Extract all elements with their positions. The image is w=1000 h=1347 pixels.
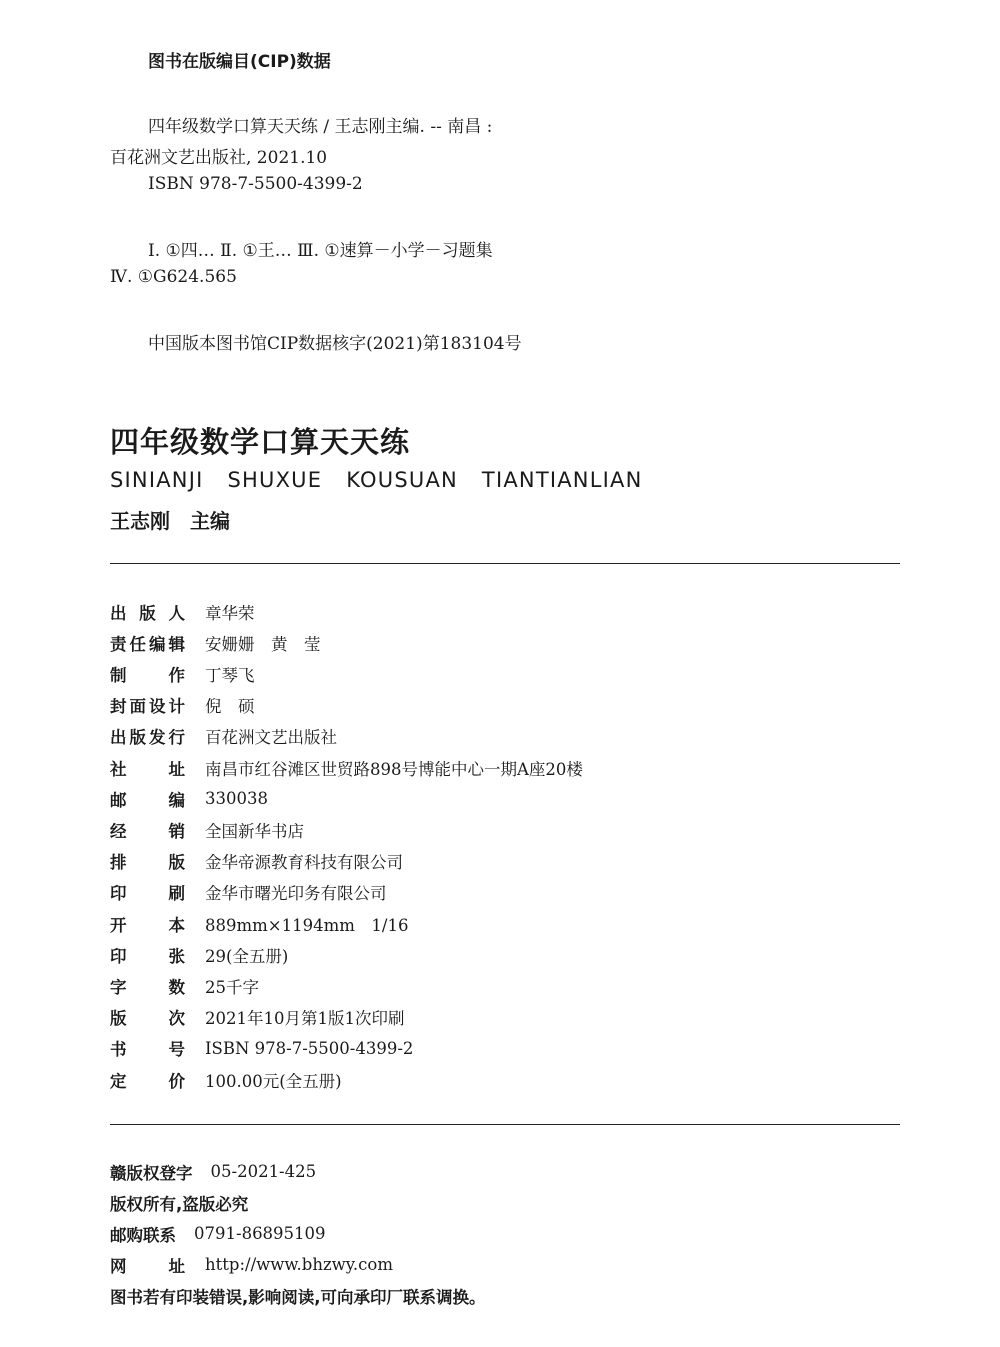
info-value: 百花洲文艺出版社 [205, 728, 337, 748]
divider-bottom [110, 1124, 900, 1125]
info-value: 南昌市红谷滩区世贸路898号博能中心一期A座20楼 [205, 759, 583, 779]
pinyin-word: KOUSUAN [346, 468, 458, 492]
info-label: 印 刷 [110, 884, 185, 904]
registration-value: 05-2021-425 [210, 1162, 317, 1181]
print-error-notice [110, 1280, 486, 1311]
info-value: 全国新华书店 [205, 821, 304, 841]
info-value: 100.00元(全五册) [205, 1071, 342, 1091]
info-value: 25千字 [205, 977, 259, 997]
cip-publisher-line: 百花洲文艺出版社, 2021.10 [110, 148, 328, 168]
book-title-pinyin [110, 468, 666, 492]
pinyin-word: SHUXUE [227, 468, 323, 492]
book-editor: 王志刚 主编 [110, 509, 230, 533]
info-label: 邮 编 [110, 790, 185, 810]
info-value: 安姗姗 黄 莹 [205, 634, 321, 654]
info-row [110, 596, 255, 627]
info-row [110, 690, 255, 721]
info-label: 制 作 [110, 665, 185, 685]
info-value: 2021年10月第1版1次印刷 [205, 1009, 405, 1029]
info-row [110, 627, 321, 658]
web-url[interactable]: http://www.bhzwy.com [205, 1255, 393, 1274]
info-label: 责 任 编 辑 [110, 634, 185, 654]
info-value: 金华市曙光印务有限公司 [205, 884, 387, 904]
cip-heading: 图书在版编目(CIP)数据 [148, 52, 331, 72]
info-label: 经 销 [110, 821, 185, 841]
info-row [110, 939, 288, 970]
pinyin-word: SINIANJI [110, 468, 204, 492]
rights-notice [110, 1187, 248, 1218]
info-row [110, 721, 337, 752]
info-label: 定 价 [110, 1071, 185, 1091]
rights-text: 版权所有,盗版必究 [110, 1194, 249, 1214]
info-row [110, 658, 255, 689]
info-label: 字 数 [110, 977, 185, 997]
info-row [110, 1033, 413, 1064]
website [110, 1249, 393, 1280]
cip-approval-line: 中国版本图书馆CIP数据核字(2021)第183104号 [148, 334, 522, 354]
info-row [110, 970, 259, 1001]
mail-label: 邮购联系 [110, 1225, 176, 1245]
divider-top [110, 563, 900, 564]
info-value: 330038 [205, 789, 268, 809]
info-row [110, 752, 583, 783]
info-label: 印 张 [110, 946, 185, 966]
info-value: 章华荣 [205, 603, 255, 623]
info-label: 出 版 人 [110, 603, 185, 623]
info-label: 出 版 发 行 [110, 728, 185, 748]
cip-subject-line: Ⅰ. ①四… Ⅱ. ①王… Ⅲ. ①速算－小学－习题集 [148, 241, 493, 261]
pinyin-word: TIANTIANLIAN [481, 468, 643, 492]
info-value: ISBN 978-7-5500-4399-2 [205, 1038, 414, 1058]
info-row [110, 814, 304, 845]
info-label: 书 号 [110, 1040, 185, 1060]
info-row [110, 877, 387, 908]
info-row [110, 846, 403, 877]
info-value: 丁琴飞 [205, 665, 255, 685]
info-label: 封 面 设 计 [110, 697, 185, 717]
cip-isbn-line: ISBN 978-7-5500-4399-2 [148, 174, 363, 194]
copyright-registration [110, 1156, 316, 1187]
mail-value: 0791-86895109 [194, 1224, 326, 1243]
book-title: 四年级数学口算天天练 [110, 425, 411, 459]
notice-text: 图书若有印装错误,影响阅读,可向承印厂联系调换。 [110, 1287, 486, 1307]
info-row [110, 908, 408, 939]
info-value: 29(全五册) [205, 946, 289, 966]
info-label: 版 次 [110, 1009, 185, 1029]
cip-title-line: 四年级数学口算天天练 / 王志刚主编. -- 南昌 : [148, 117, 493, 137]
info-label: 社 址 [110, 759, 185, 779]
info-label: 排 版 [110, 853, 185, 873]
info-row [110, 1064, 342, 1095]
info-value: 889mm×1194mm 1/16 [205, 915, 409, 935]
info-row [110, 1002, 404, 1033]
info-value: 金华帝源教育科技有限公司 [205, 853, 403, 873]
registration-label: 赣版权登字 [110, 1163, 193, 1183]
mail-order-contact [110, 1218, 326, 1249]
info-label: 开 本 [110, 915, 185, 935]
web-label: 网 址 [110, 1256, 185, 1276]
cip-classification-line: Ⅳ. ①G624.565 [110, 267, 237, 287]
info-value: 倪 硕 [205, 697, 255, 717]
info-row [110, 783, 268, 814]
